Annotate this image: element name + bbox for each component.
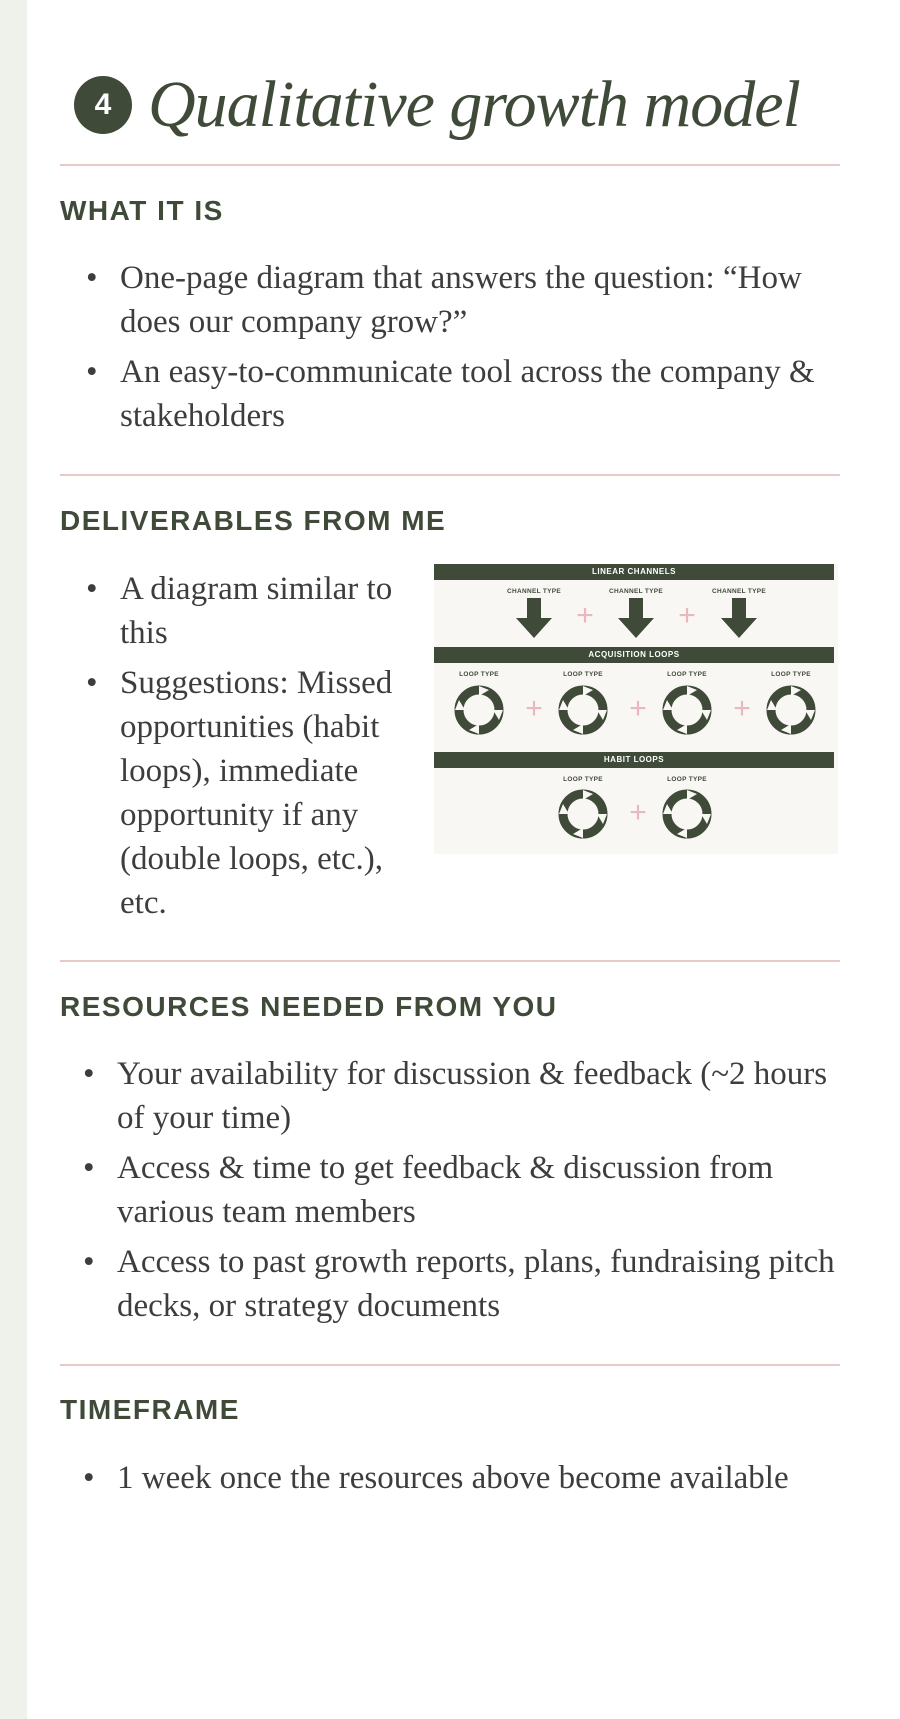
deliverables-list <box>86 567 406 931</box>
list-item: • Access to past growth reports, plans, fundraising pitch decks, or strategy documents <box>83 1240 853 1328</box>
section-heading-deliverables: DELIVERABLES FROM ME <box>60 505 447 536</box>
section-heading-what-it-is: WHAT IT IS <box>60 195 224 226</box>
loop-type-label: LOOP TYPE <box>667 776 707 783</box>
down-arrow-icon <box>618 598 654 638</box>
bullet-icon: • <box>86 571 98 607</box>
page-header <box>74 50 800 160</box>
loop-cycle-icon <box>555 786 611 842</box>
loop-cycle-icon <box>451 682 507 738</box>
loop-type-label: LOOP TYPE <box>563 776 603 783</box>
list-item: • One-page diagram that answers the question: “How does our company grow?” <box>86 256 846 344</box>
channel-type-label: CHANNEL TYPE <box>506 588 562 595</box>
list-item: • An easy-to-communicate tool across the company & stakeholders <box>86 350 846 438</box>
loop-cycle-icon <box>659 682 715 738</box>
loop-cycle-icon <box>555 682 611 738</box>
list-item: • A diagram similar to this <box>86 567 406 655</box>
loop-type-label: LOOP TYPE <box>459 671 499 678</box>
bullet-icon: • <box>86 260 98 296</box>
plus-icon: + <box>678 599 696 632</box>
loop-type-label: LOOP TYPE <box>771 671 811 678</box>
divider <box>60 164 840 166</box>
growth-model-diagram <box>434 564 838 854</box>
section-heading-timeframe: TIMEFRAME <box>60 1394 240 1425</box>
what-it-is-list <box>86 256 846 444</box>
timeframe-list <box>83 1456 853 1506</box>
bullet-icon: • <box>83 1056 95 1092</box>
list-item: • 1 week once the resources above become available <box>83 1456 853 1500</box>
divider <box>60 474 840 476</box>
down-arrow-icon <box>516 598 552 638</box>
habit-loops-bar: HABIT LOOPS <box>434 752 834 768</box>
section-heading-resources: RESOURCES NEEDED FROM YOU <box>60 991 558 1022</box>
loop-cycle-icon <box>659 786 715 842</box>
plus-icon: + <box>629 692 647 725</box>
bullet-icon: • <box>83 1460 95 1496</box>
plus-icon: + <box>629 796 647 829</box>
channel-type-label: CHANNEL TYPE <box>711 588 767 595</box>
loop-type-label: LOOP TYPE <box>667 671 707 678</box>
list-item: • Suggestions: Missed opportunities (habit loops), immediate opportunity if any (double loops, etc.), etc. <box>86 661 406 925</box>
left-margin-strip <box>0 0 27 1719</box>
plus-icon: + <box>525 692 543 725</box>
plus-icon: + <box>733 692 751 725</box>
bullet-icon: • <box>83 1150 95 1186</box>
channel-type-label: CHANNEL TYPE <box>608 588 664 595</box>
linear-channels-bar: LINEAR CHANNELS <box>434 564 834 580</box>
plus-icon: + <box>576 599 594 632</box>
divider <box>60 1364 840 1366</box>
acquisition-loops-bar: ACQUISITION LOOPS <box>434 647 834 663</box>
bullet-icon: • <box>83 1244 95 1280</box>
resources-list <box>83 1052 853 1334</box>
down-arrow-icon <box>721 598 757 638</box>
bullet-icon: • <box>86 354 98 390</box>
loop-type-label: LOOP TYPE <box>563 671 603 678</box>
page-title: Qualitative growth model <box>148 68 800 141</box>
list-item: • Access & time to get feedback & discussion from various team members <box>83 1146 853 1234</box>
loop-cycle-icon <box>763 682 819 738</box>
bullet-icon: • <box>86 665 98 701</box>
list-item: • Your availability for discussion & feedback (~2 hours of your time) <box>83 1052 853 1140</box>
divider <box>60 960 840 962</box>
section-number-badge: 4 <box>74 76 132 134</box>
